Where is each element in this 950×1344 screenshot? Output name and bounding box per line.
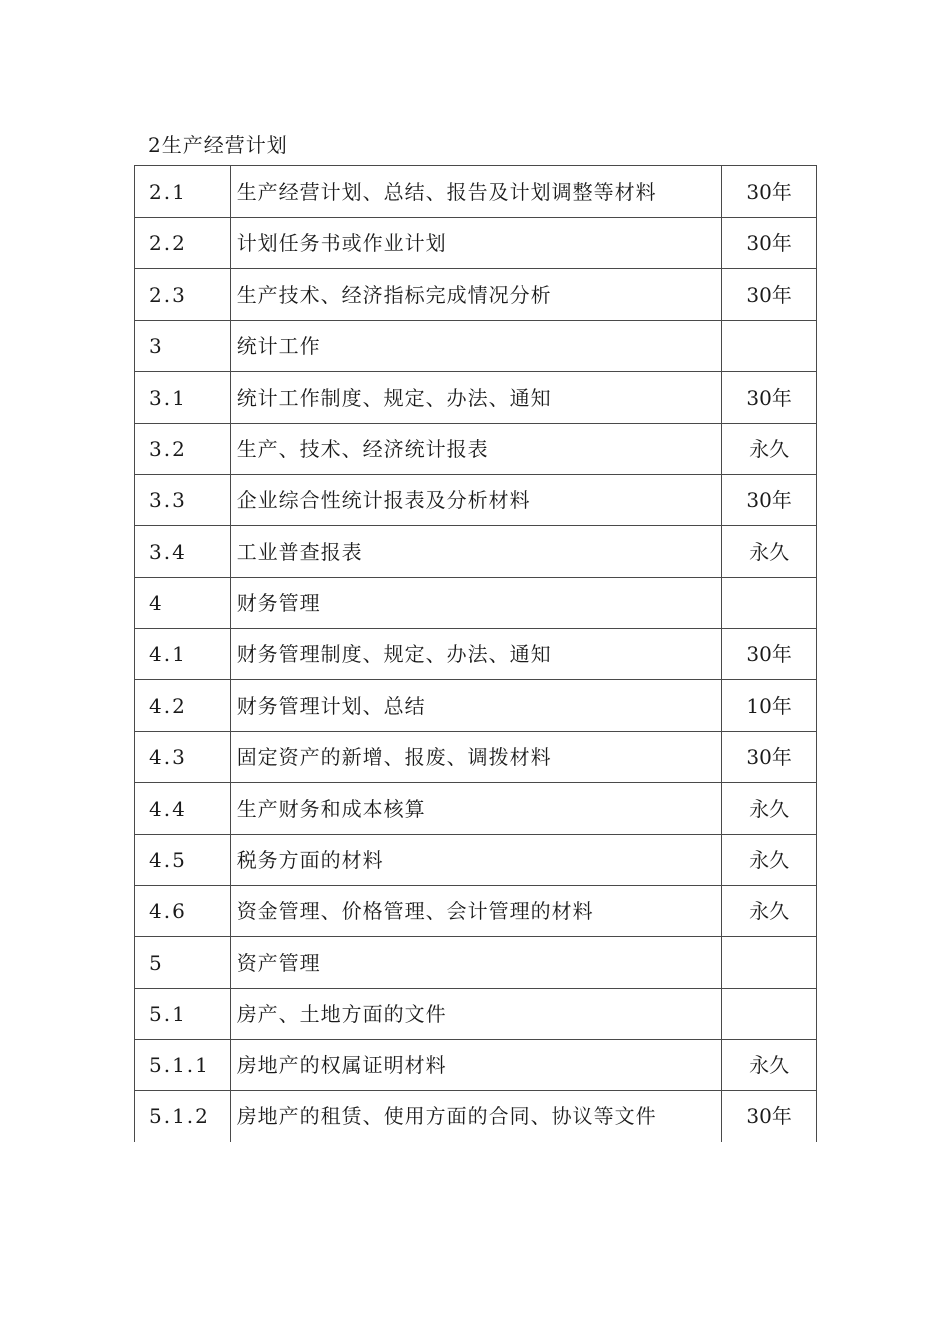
retention-period: 30年 [722,629,817,680]
item-title: 生产技术、经济指标完成情况分析 [230,269,722,321]
item-code: 3.3 [135,475,231,526]
item-title: 计划任务书或作业计划 [230,218,722,269]
retention-period: 30年 [722,166,817,218]
item-title: 企业综合性统计报表及分析材料 [230,475,722,526]
table-row [135,475,817,526]
table-row [135,321,817,372]
retention-period: 永久 [722,526,817,578]
table-row [135,578,817,629]
table-row [135,424,817,475]
item-title: 统计工作制度、规定、办法、通知 [230,372,722,424]
item-title: 房产、土地方面的文件 [230,989,722,1040]
item-title: 工业普查报表 [230,526,722,578]
item-code: 4.1 [135,629,231,680]
table-row [135,732,817,783]
item-code: 4.2 [135,680,231,732]
item-title: 生产财务和成本核算 [230,783,722,835]
item-code: 5 [135,937,231,989]
retention-period: 永久 [722,424,817,475]
item-code: 2.2 [135,218,231,269]
item-code: 2.3 [135,269,231,321]
retention-period: 永久 [722,886,817,937]
retention-period: 永久 [722,783,817,835]
retention-period: 30年 [722,269,817,321]
item-title: 财务管理制度、规定、办法、通知 [230,629,722,680]
section-heading: 2生产经营计划 [148,133,288,157]
retention-period [722,937,817,989]
item-title: 生产、技术、经济统计报表 [230,424,722,475]
retention-period: 30年 [722,732,817,783]
item-code: 3.1 [135,372,231,424]
item-title: 统计工作 [230,321,722,372]
retention-period: 10年 [722,680,817,732]
item-title: 固定资产的新增、报废、调拨材料 [230,732,722,783]
item-title: 生产经营计划、总结、报告及计划调整等材料 [230,166,722,218]
retention-period [722,989,817,1040]
item-code: 5.1 [135,989,231,1040]
item-code: 4.4 [135,783,231,835]
table-row [135,1040,817,1091]
table-row [135,937,817,989]
item-code: 4.3 [135,732,231,783]
item-code: 4 [135,578,231,629]
item-code: 2.1 [135,166,231,218]
item-code: 3.2 [135,424,231,475]
table-row [135,629,817,680]
retention-period-table [134,165,817,1142]
retention-period [722,578,817,629]
retention-period: 30年 [722,218,817,269]
table-row [135,886,817,937]
item-code: 4.5 [135,835,231,886]
table-row [135,835,817,886]
item-code: 5.1.2 [135,1091,231,1142]
table-row [135,372,817,424]
table-row [135,680,817,732]
item-code: 3 [135,321,231,372]
retention-period: 永久 [722,835,817,886]
item-title: 税务方面的材料 [230,835,722,886]
retention-period: 永久 [722,1040,817,1091]
table-row [135,989,817,1040]
item-code: 4.6 [135,886,231,937]
table-row [135,218,817,269]
item-title: 财务管理 [230,578,722,629]
item-title: 资产管理 [230,937,722,989]
table-row [135,526,817,578]
item-title: 资金管理、价格管理、会计管理的材料 [230,886,722,937]
table-row [135,783,817,835]
item-code: 3.4 [135,526,231,578]
item-title: 财务管理计划、总结 [230,680,722,732]
item-title: 房地产的租赁、使用方面的合同、协议等文件 [230,1091,722,1142]
retention-period: 30年 [722,372,817,424]
table-row [135,166,817,218]
item-code: 5.1.1 [135,1040,231,1091]
table-row [135,1091,817,1142]
item-title: 房地产的权属证明材料 [230,1040,722,1091]
table-row [135,269,817,321]
retention-period [722,321,817,372]
retention-period: 30年 [722,475,817,526]
retention-period: 30年 [722,1091,817,1142]
